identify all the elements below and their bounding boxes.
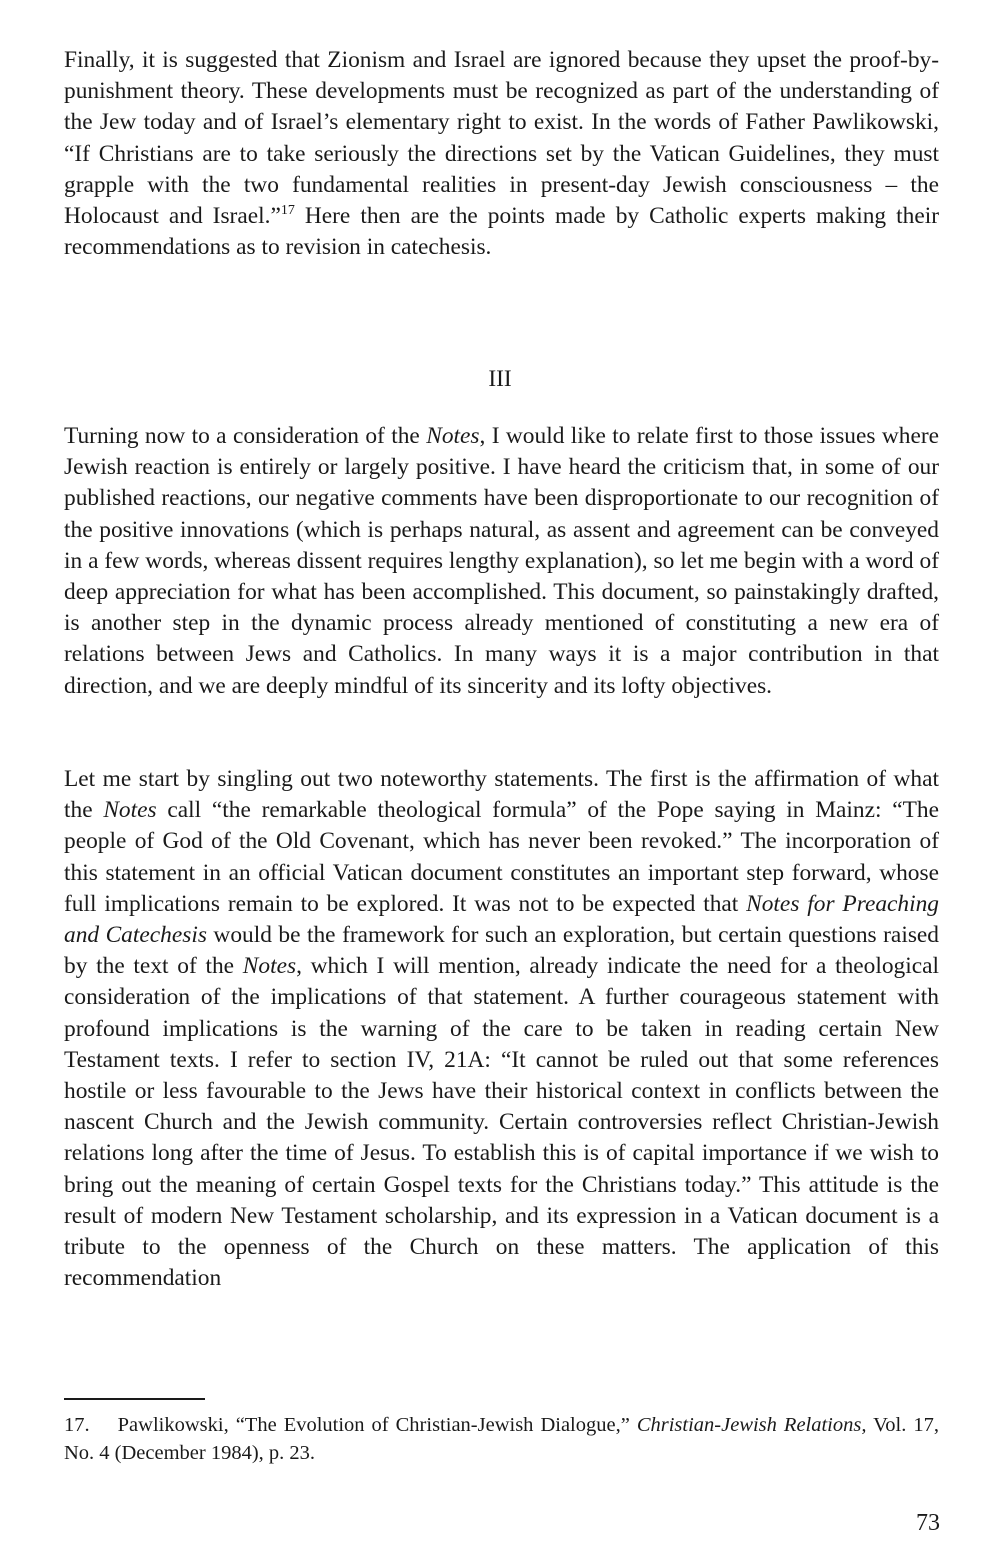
footnote-reference: 17 [280, 203, 295, 219]
paragraph-text-part: Finally, it is suggested that Zionism and Israel are ignored because they upset the proof-by-punishment theory. These developments must be recognized as part of the understanding of the Jew today and of Israel’s elementary right to exist. In the words of Father Pawlikowski, “If Christians are to take seriously the directions set by the Vatican Guidelines, they must grapple with the two fundamental realities in present-day Jewish consciousness – the Holocaust and Israel.” [64, 47, 939, 230]
paragraph-text-part: would be the framework for such an exploration, but certain questions raised by the text of the [64, 922, 939, 980]
paragraph-turning-to-notes [64, 421, 939, 702]
footnote-divider [64, 1398, 205, 1400]
section-heading: III [488, 366, 512, 392]
page-number: 73 [916, 1510, 940, 1536]
paragraph-text-part: Turning now to a consideration of the [64, 423, 427, 449]
paragraph-text-part: call “the remarkable theological formula” of the Pope saying in Mainz: “The people of God of the Old Covenant, which has never been revoked.” The incorporation of this statement in an official Vatican document constitutes an important step forward, whose full implications remain to be explored. It was not to be expected that [64, 797, 939, 917]
italic-document-title: Notes for Preaching and Catechesis [64, 890, 939, 949]
footnote-details: Vol. 17, No. 4 (December 1984), p. 23. [64, 1414, 939, 1464]
footnote-number: 17. [64, 1414, 90, 1436]
paragraph-noteworthy-statements [64, 764, 939, 1294]
footnote-author: Pawlikowski, “The Evolution of Christian-Jewish Dialogue,” [117, 1414, 637, 1436]
paragraph-text-part: Here then are the points made by Catholic experts making their recommendations as to revision in catechesis. [64, 203, 939, 261]
footnote-journal: Christian-Jewish Relations, [636, 1414, 867, 1436]
paragraph-text-part: Let me start by singling out two noteworthy statements. The first is the affirmation of what the [64, 766, 939, 824]
paragraph-text-part: , I would like to relate first to those issues where Jewish reaction is entirely or largely positive. I have heard the criticism that, in some of our published reactions, our negative comments have been disproportionate to our recognition of the positive innovations (which is perhaps natural, as assent and agreement can be conveyed in a few words, whereas dissent requires lengthy explanation), so let me begin with a word of deep appreciation for what has been accomplished. This document, so painstakingly drafted, is another step in the dynamic process already mentioned of constituting a new era of relations between Jews and Catholics. In many ways it is a major contribution in that direction, and we are deeply mindful of its sincerity and its lofty objectives. [64, 423, 940, 699]
italic-notes: Notes [242, 953, 297, 980]
italic-notes: Notes [103, 797, 157, 824]
italic-notes: Notes [426, 423, 480, 449]
paragraph-zionism-israel [64, 45, 939, 263]
footnote [64, 1411, 939, 1467]
paragraph-text-part: , which I will mention, already indicate the need for a theological consideration of the implications of that statement. A further courageous statement with profound implications is the warning of the care to be taken in reading certain New Testament texts. I refer to section IV, 21A: “It cannot be ruled out that some references hostile or less favourable to the Jews have their historical context in conflicts between the nascent Church and the Jewish community. Certain controversies reflect Christian-Jewish relations long after the time of Jesus. To establish this is of capital importance if we wish to bring out the meaning of certain Gospel texts for the Christians today.” This attitude is the result of modern New Testament scholarship, and its expression in a Vatican document is a tribute to the openness of the Church on these matters. The application of this recommendation [64, 953, 939, 1292]
paragraph-text [64, 421, 939, 702]
paragraph-text [64, 45, 939, 263]
paragraph-text [64, 764, 939, 1294]
